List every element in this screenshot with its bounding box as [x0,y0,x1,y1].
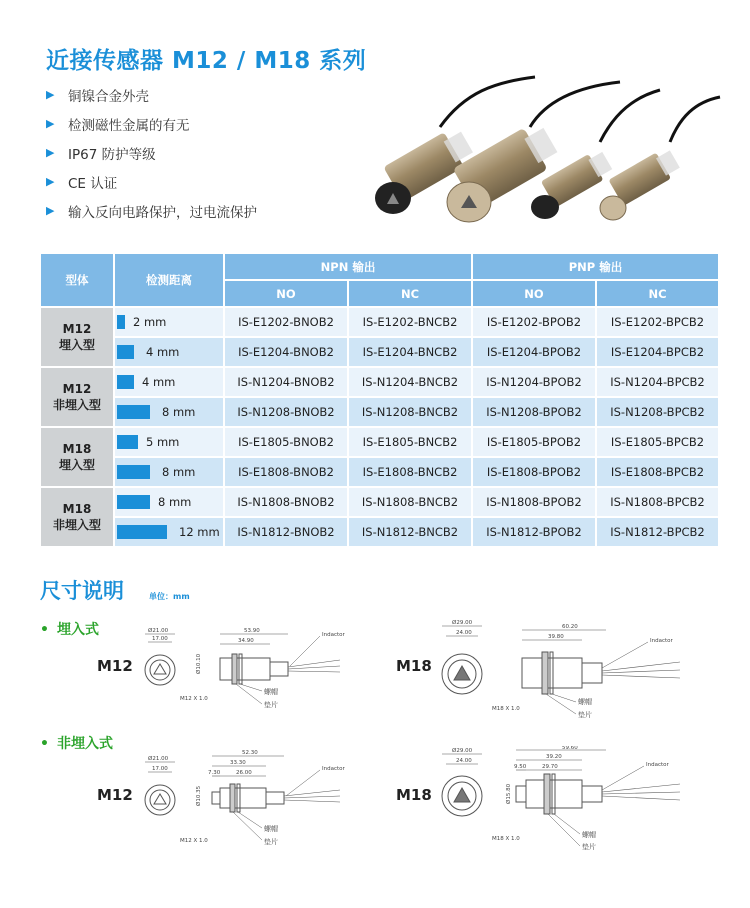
m12-nonflush-drawing [140,750,380,850]
model-code-cell: IS-N1204-BPOB2 [472,367,596,397]
svg-text:螺帽: 螺帽 [264,688,278,696]
flush-title: • 埋入式 [40,622,99,638]
model-code-cell: IS-E1805-BPCB2 [596,427,719,457]
svg-text:59.60: 59.60 [562,746,578,751]
model-code-cell: IS-N1808-BNCB2 [348,487,472,517]
product-photo [345,72,725,232]
model-code-cell: IS-N1812-BNOB2 [224,517,348,547]
dimensions-title: 尺寸说明 [40,579,124,603]
distance-bar [117,315,125,329]
distance-bar [117,405,150,419]
unit-note: 单位：mm [149,592,190,601]
svg-text:螺帽: 螺帽 [582,831,596,839]
model-code-cell: IS-E1202-BPOB2 [472,307,596,337]
svg-text:24.00: 24.00 [456,758,472,764]
model-code-cell: IS-E1808-BPCB2 [596,457,719,487]
type-cell: M18 埋入型 [40,427,114,487]
svg-text:M12 X 1.0: M12 X 1.0 [180,696,208,702]
svg-text:Indactor: Indactor [322,766,345,772]
model-code-cell: IS-E1204-BNOB2 [224,337,348,367]
triangle-bullet-icon: ▶ [46,117,55,130]
table-row [40,337,719,367]
model-code-cell: IS-N1812-BPOB2 [472,517,596,547]
nonflush-title: • 非埋入式 [40,736,113,752]
model-code-cell: IS-E1808-BNCB2 [348,457,472,487]
header-npn-nc: NC [348,280,472,307]
type-cell: M12 埋入型 [40,307,114,367]
svg-text:26.00: 26.00 [236,770,252,776]
svg-text:Ø10.35: Ø10.35 [196,785,202,806]
type-cell: M18 非埋入型 [40,487,114,547]
model-code-cell: IS-N1204-BPCB2 [596,367,719,397]
header-npn: NPN 输出 [224,253,472,280]
svg-text:Indactor: Indactor [646,762,669,768]
m18-flush-drawing [430,618,710,722]
header-pnp: PNP 输出 [472,253,719,280]
model-code-cell: IS-E1204-BPOB2 [472,337,596,367]
header-distance: 检测距离 [114,253,224,307]
svg-text:39.20: 39.20 [546,754,562,760]
header-type: 型体 [40,253,114,307]
table-row [40,307,719,337]
model-code-cell: IS-E1805-BNOB2 [224,427,348,457]
svg-text:Ø10.10: Ø10.10 [196,653,202,674]
model-code-cell: IS-E1202-BNCB2 [348,307,472,337]
header-pnp-nc: NC [596,280,719,307]
svg-text:9.50: 9.50 [514,764,527,770]
feature-item: ▶ IP67 防护等级 [46,146,156,163]
model-code-cell: IS-N1204-BNCB2 [348,367,472,397]
svg-text:17.00: 17.00 [152,636,168,642]
triangle-bullet-icon: ▶ [46,204,55,217]
svg-text:53.90: 53.90 [244,628,260,634]
svg-text:52.30: 52.30 [242,750,258,756]
svg-text:Ø29.00: Ø29.00 [452,748,473,754]
svg-text:Ø21.00: Ø21.00 [148,628,169,634]
distance-cell: 2 mm [114,307,224,337]
distance-bar [117,375,134,389]
distance-cell: 5 mm [114,427,224,457]
table-row [40,367,719,397]
triangle-bullet-icon: ▶ [46,175,55,188]
distance-cell: 4 mm [114,367,224,397]
distance-bar [117,465,150,479]
m12-nonflush-label: M12 [97,786,133,804]
distance-bar [117,435,138,449]
svg-text:29.70: 29.70 [542,764,558,770]
feature-item: ▶ CE 认证 [46,175,118,192]
model-code-cell: IS-N1208-BPCB2 [596,397,719,427]
distance-cell: 8 mm [114,397,224,427]
distance-cell: 12 mm [114,517,224,547]
svg-text:60.20: 60.20 [562,624,578,630]
svg-text:7.30: 7.30 [208,770,221,776]
svg-text:24.00: 24.00 [456,630,472,636]
model-code-cell: IS-E1808-BNOB2 [224,457,348,487]
model-code-cell: IS-N1812-BNCB2 [348,517,472,547]
model-code-cell: IS-E1204-BPCB2 [596,337,719,367]
svg-text:垫片: 垫片 [264,838,278,846]
distance-bar [117,495,150,509]
header-npn-no: NO [224,280,348,307]
distance-cell: 8 mm [114,457,224,487]
feature-list [46,80,257,225]
model-code-cell: IS-E1805-BNCB2 [348,427,472,457]
model-code-cell: IS-N1812-BPCB2 [596,517,719,547]
triangle-bullet-icon: ▶ [46,146,55,159]
svg-text:垫片: 垫片 [582,843,596,850]
m18-nonflush-drawing [430,746,710,850]
model-table [40,253,719,547]
header-pnp-no: NO [472,280,596,307]
svg-text:17.00: 17.00 [152,766,168,772]
feature-item: ▶ 铜镍合金外壳 [46,88,149,105]
svg-text:M18 X 1.0: M18 X 1.0 [492,706,520,712]
table-row [40,427,719,457]
svg-text:34.90: 34.90 [238,638,254,644]
m12-flush-drawing [140,622,380,722]
m18-nonflush-label: M18 [396,786,432,804]
table-row [40,487,719,517]
model-code-cell: IS-E1805-BPOB2 [472,427,596,457]
page-title: 近接传感器 M12 / M18 系列 [46,48,367,74]
table-row [40,457,719,487]
feature-item: ▶ 输入反向电路保护，过电流保护 [46,204,257,221]
distance-cell: 8 mm [114,487,224,517]
svg-text:Indactor: Indactor [650,638,673,644]
distance-cell: 4 mm [114,337,224,367]
type-cell: M12 非埋入型 [40,367,114,427]
svg-text:垫片: 垫片 [578,711,592,719]
svg-text:M18 X 1.0: M18 X 1.0 [492,836,520,842]
svg-text:Ø29.00: Ø29.00 [452,620,473,626]
table-row [40,397,719,427]
model-code-cell: IS-E1202-BNOB2 [224,307,348,337]
model-code-cell: IS-N1208-BPOB2 [472,397,596,427]
model-code-cell: IS-E1808-BPOB2 [472,457,596,487]
triangle-bullet-icon: ▶ [46,88,55,101]
svg-text:螺帽: 螺帽 [264,825,278,833]
m18-flush-label: M18 [396,657,432,675]
model-code-cell: IS-N1208-BNOB2 [224,397,348,427]
distance-bar [117,525,167,539]
model-code-cell: IS-N1808-BPOB2 [472,487,596,517]
svg-text:M12 X 1.0: M12 X 1.0 [180,838,208,844]
distance-bar [117,345,134,359]
svg-text:33.30: 33.30 [230,760,246,766]
model-code-cell: IS-N1208-BNCB2 [348,397,472,427]
model-code-cell: IS-N1808-BNOB2 [224,487,348,517]
m12-flush-label: M12 [97,657,133,675]
svg-text:39.80: 39.80 [548,634,564,640]
svg-text:垫片: 垫片 [264,701,278,709]
table-row [40,517,719,547]
model-code-cell: IS-N1204-BNOB2 [224,367,348,397]
svg-text:Ø15.80: Ø15.80 [506,783,512,804]
feature-item: ▶ 检测磁性金属的有无 [46,117,190,134]
svg-text:Ø21.00: Ø21.00 [148,756,169,762]
model-code-cell: IS-N1808-BPCB2 [596,487,719,517]
svg-text:Indactor: Indactor [322,632,345,638]
model-code-cell: IS-E1202-BPCB2 [596,307,719,337]
model-code-cell: IS-E1204-BNCB2 [348,337,472,367]
svg-text:螺帽: 螺帽 [578,698,592,706]
